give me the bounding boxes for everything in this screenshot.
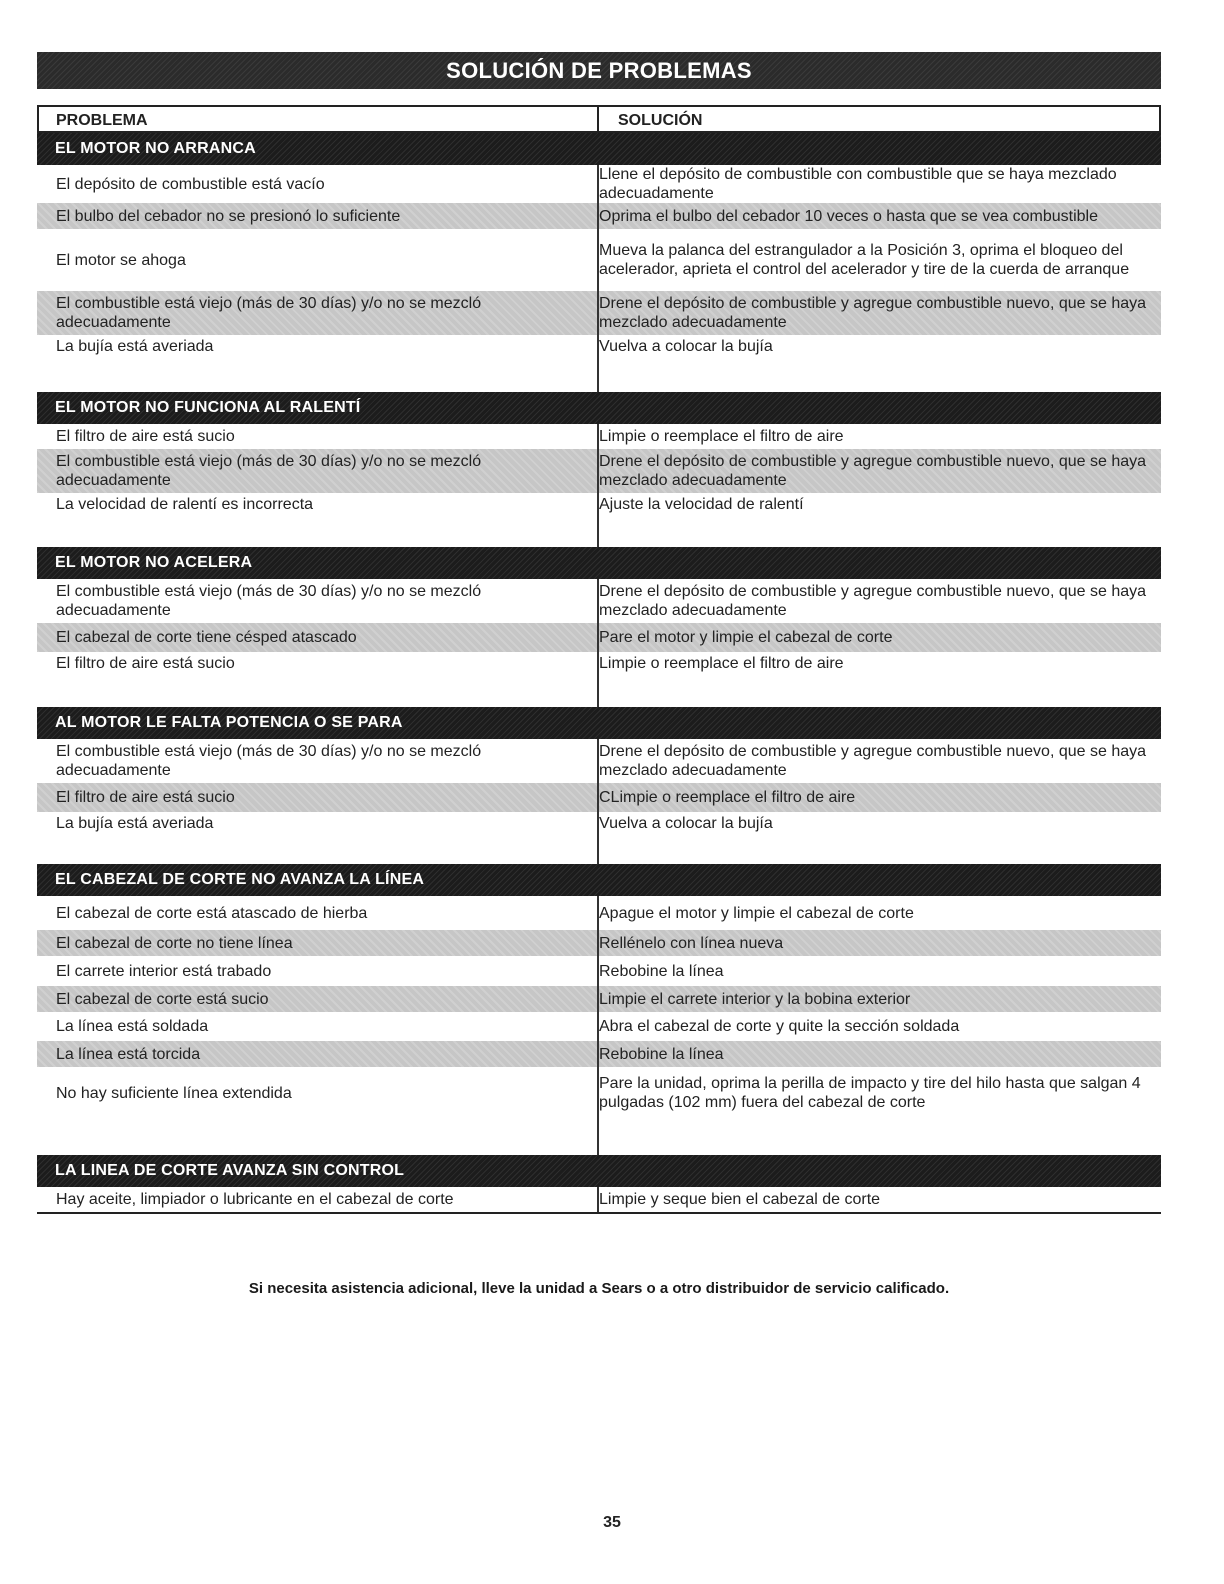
solution-cell: Limpie el carrete interior y la bobina exterior xyxy=(599,990,911,1008)
column-header-row xyxy=(37,105,1161,133)
section-title: EL MOTOR NO FUNCIONA AL RALENTÍ xyxy=(37,392,1161,424)
table-row xyxy=(37,424,1161,449)
table-row xyxy=(37,783,1161,812)
problem-cell: El combustible está viejo (más de 30 días) y/o no se mezcló adecuadamente xyxy=(56,743,482,779)
table-row xyxy=(37,930,1161,956)
table-bottom-rule xyxy=(37,1212,1161,1214)
section-spacer xyxy=(37,1119,1161,1155)
problem-section xyxy=(37,1155,1161,1212)
problem-cell: La bujía está averiada xyxy=(56,814,214,832)
problem-cell: El bulbo del cebador no se presionó lo suficiente xyxy=(56,207,401,225)
table-row xyxy=(37,623,1161,652)
problem-cell: La bujía está averiada xyxy=(56,337,214,355)
problem-cell: El cabezal de corte tiene césped atascado xyxy=(56,629,357,646)
table-row xyxy=(37,896,1161,930)
problem-cell: La línea está torcida xyxy=(56,1045,201,1063)
table-row xyxy=(37,986,1161,1012)
section-spacer xyxy=(37,834,1161,864)
solution-cell: CLimpie o reemplace el filtro de aire xyxy=(599,789,856,806)
table-row xyxy=(37,652,1161,675)
solution-cell: Limpie o reemplace el filtro de aire xyxy=(599,655,844,672)
section-title: EL CABEZAL DE CORTE NO AVANZA LA LÍNEA xyxy=(37,864,1161,896)
page-number: 35 xyxy=(603,1514,621,1531)
solution-cell: Vuelva a colocar la bujía xyxy=(599,337,773,355)
table-row xyxy=(37,229,1161,291)
table-row xyxy=(37,449,1161,493)
table-row xyxy=(37,493,1161,516)
problem-cell: El filtro de aire está sucio xyxy=(56,428,235,445)
solution-cell: Limpie y seque bien el cabezal de corte xyxy=(599,1191,881,1208)
section-spacer xyxy=(37,516,1161,547)
solution-cell: Oprima el bulbo del cebador 10 veces o hasta que se vea combustible xyxy=(599,207,1098,225)
section-title: EL MOTOR NO ARRANCA xyxy=(37,133,1161,165)
problem-cell: El filtro de aire está sucio xyxy=(56,655,235,672)
section-spacer xyxy=(37,675,1161,707)
problem-cell: El cabezal de corte está sucio xyxy=(56,990,269,1008)
problem-cell: El cabezal de corte está atascado de hierba xyxy=(56,904,368,922)
table-row xyxy=(37,335,1161,357)
problem-column-header: PROBLEMA xyxy=(56,112,148,129)
column-divider xyxy=(597,107,599,131)
table-row xyxy=(37,1012,1161,1041)
table-row xyxy=(37,956,1161,986)
problem-section xyxy=(37,392,1161,547)
section-spacer xyxy=(37,357,1161,392)
solution-cell: Apague el motor y limpie el cabezal de corte xyxy=(599,904,914,922)
problem-cell: El combustible está viejo (más de 30 días) y/o no se mezcló adecuadamente xyxy=(56,583,482,619)
sections-container xyxy=(37,133,1161,1212)
footer-note: Si necesita asistencia adicional, lleve la unidad a Sears o a otro distribuidor de servicio calificado. xyxy=(248,1280,950,1297)
problem-section xyxy=(37,864,1161,1155)
solution-cell: Pare el motor y limpie el cabezal de corte xyxy=(599,629,893,646)
table-row xyxy=(37,579,1161,623)
problem-section xyxy=(37,707,1161,864)
problem-cell: No hay suficiente línea extendida xyxy=(56,1084,292,1102)
problem-cell: Hay aceite, limpiador o lubricante en el cabezal de corte xyxy=(56,1191,454,1208)
problem-cell: El depósito de combustible está vacío xyxy=(56,175,325,193)
problem-section xyxy=(37,133,1161,392)
problem-section xyxy=(37,547,1161,707)
solution-cell: Abra el cabezal de corte y quite la sección soldada xyxy=(599,1018,960,1035)
solution-cell: Rebobine la línea xyxy=(599,1045,724,1063)
solution-cell: Llene el depósito de combustible con combustible que se haya mezclado adecuadamente xyxy=(599,166,1117,202)
problem-cell: El combustible está viejo (más de 30 días) y/o no se mezcló adecuadamente xyxy=(56,453,482,489)
solution-cell: Mueva la palanca del estrangulador a la Posición 3, oprima el bloqueo del acelerador, aprieta el control del acelerador y tire de la cuerda de arranque xyxy=(599,242,1130,278)
section-title: LA LINEA DE CORTE AVANZA SIN CONTROL xyxy=(37,1155,1161,1187)
problem-cell: La velocidad de ralentí es incorrecta xyxy=(56,496,314,513)
table-row xyxy=(37,1187,1161,1212)
problem-cell: La línea está soldada xyxy=(56,1018,209,1035)
problem-cell: El motor se ahoga xyxy=(56,251,186,269)
troubleshooting-table xyxy=(37,105,1161,1214)
page-title: SOLUCIÓN DE PROBLEMAS xyxy=(37,52,1161,89)
table-row xyxy=(37,165,1161,203)
solution-cell: Drene el depósito de combustible y agregue combustible nuevo, que se haya mezclado adecuadamente xyxy=(599,583,1147,619)
solution-cell: Pare la unidad, oprima la perilla de impacto y tire del hilo hasta que salgan 4 pulgadas (102 mm) fuera del cabezal de corte xyxy=(599,1075,1141,1111)
solution-cell: Rellénelo con línea nueva xyxy=(599,934,784,952)
table-row xyxy=(37,1067,1161,1119)
solution-column-header: SOLUCIÓN xyxy=(618,112,703,129)
solution-cell: Rebobine la línea xyxy=(599,962,724,980)
table-row xyxy=(37,203,1161,229)
table-row xyxy=(37,1041,1161,1067)
solution-cell: Drene el depósito de combustible y agregue combustible nuevo, que se haya mezclado adecuadamente xyxy=(599,453,1147,489)
table-row xyxy=(37,812,1161,834)
problem-cell: El combustible está viejo (más de 30 días) y/o no se mezcló adecuadamente xyxy=(56,295,482,331)
problem-cell: El carrete interior está trabado xyxy=(56,962,272,980)
section-title: EL MOTOR NO ACELERA xyxy=(37,547,1161,579)
solution-cell: Vuelva a colocar la bujía xyxy=(599,814,773,832)
problem-cell: El filtro de aire está sucio xyxy=(56,789,235,806)
table-row xyxy=(37,291,1161,335)
solution-cell: Limpie o reemplace el filtro de aire xyxy=(599,428,844,445)
section-title: AL MOTOR LE FALTA POTENCIA O SE PARA xyxy=(37,707,1161,739)
solution-cell: Drene el depósito de combustible y agregue combustible nuevo, que se haya mezclado adecuadamente xyxy=(599,743,1147,779)
problem-cell: El cabezal de corte no tiene línea xyxy=(56,934,293,952)
solution-cell: Drene el depósito de combustible y agregue combustible nuevo, que se haya mezclado adecuadamente xyxy=(599,295,1147,331)
table-row xyxy=(37,739,1161,783)
solution-cell: Ajuste la velocidad de ralentí xyxy=(599,496,804,513)
